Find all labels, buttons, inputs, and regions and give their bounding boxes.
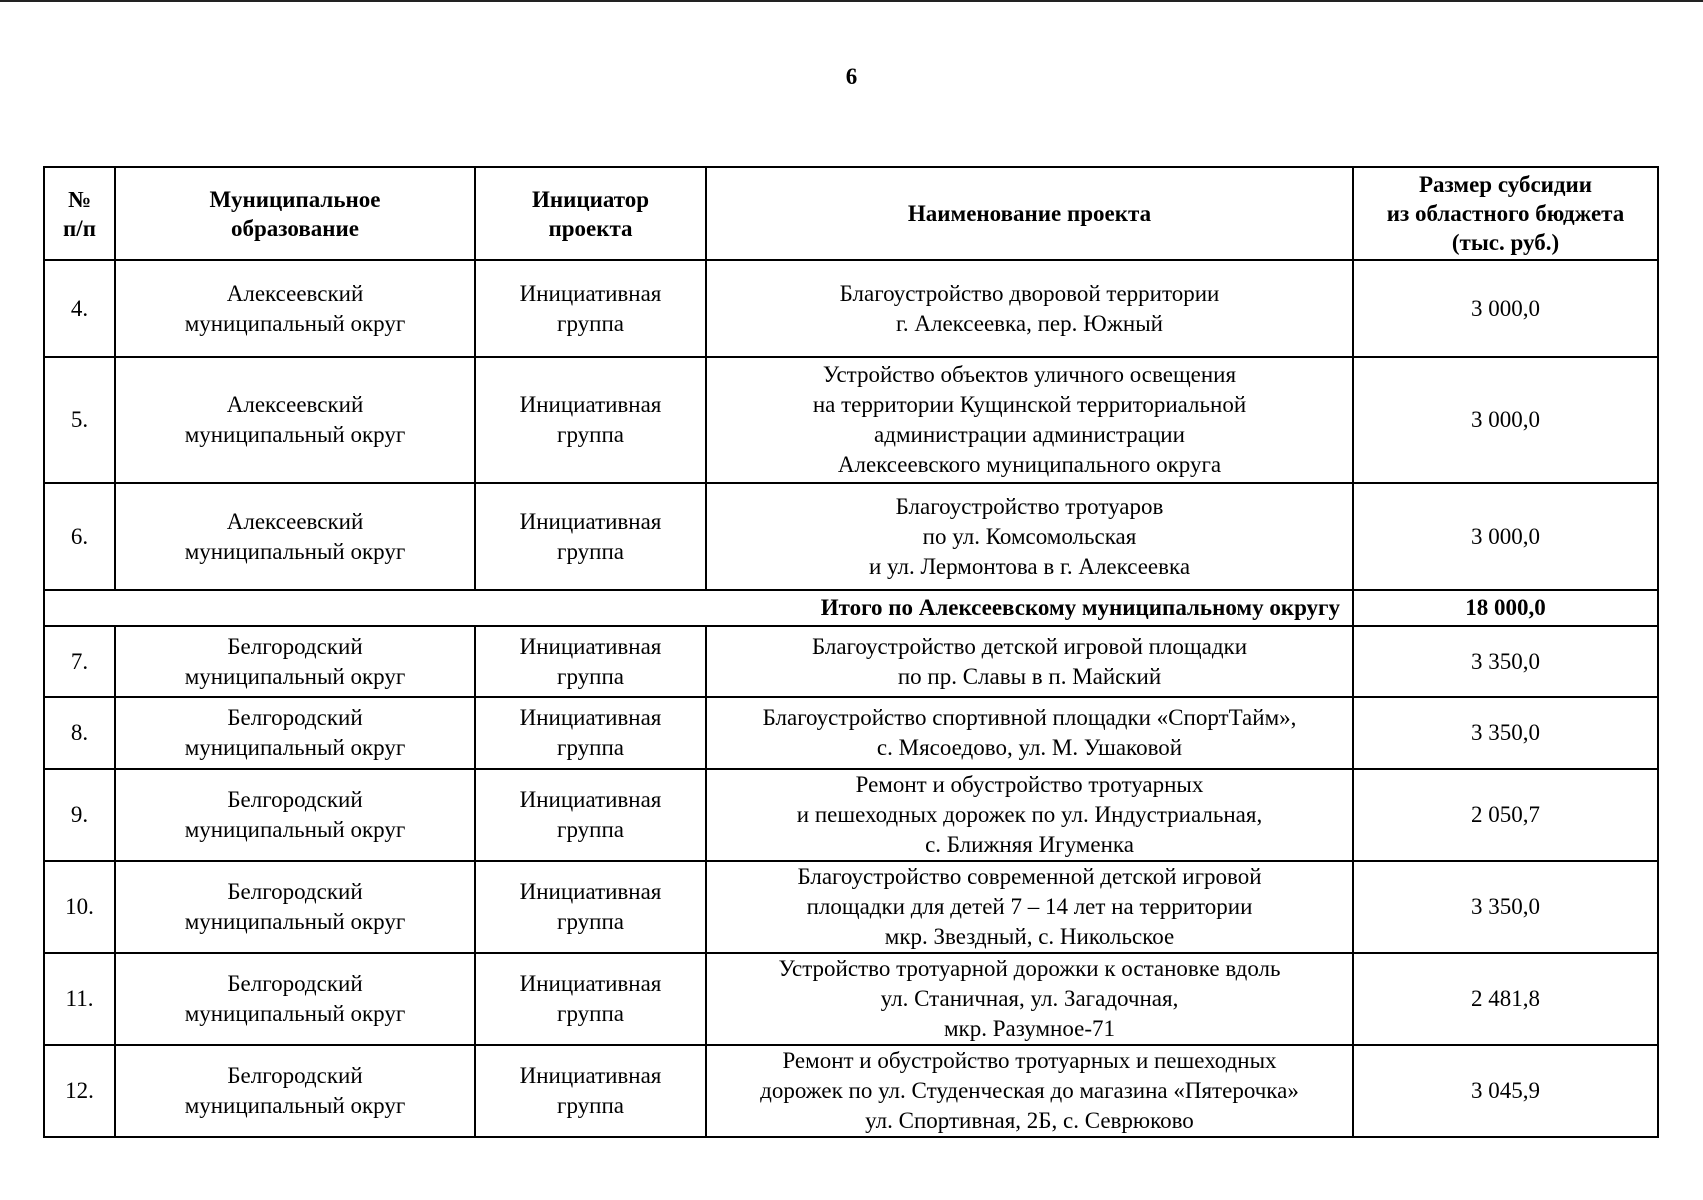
row-initiator: Инициативная группа xyxy=(475,626,706,697)
row-initiator: Инициативная группа xyxy=(475,357,706,483)
total-value: 18 000,0 xyxy=(1353,590,1658,626)
table-row xyxy=(44,357,1658,483)
table-row xyxy=(44,953,1658,1045)
row-project-name: Благоустройство тротуаров по ул. Комсомольская и ул. Лермонтова в г. Алексеевка xyxy=(706,483,1353,590)
table-row xyxy=(44,260,1658,357)
row-municipality: Белгородский муниципальный округ xyxy=(115,861,475,953)
row-subsidy-amount: 3 045,9 xyxy=(1353,1045,1658,1137)
row-municipality: Белгородский муниципальный округ xyxy=(115,697,475,769)
row-subsidy-amount: 3 000,0 xyxy=(1353,483,1658,590)
row-number: 7. xyxy=(44,626,115,697)
table-row xyxy=(44,626,1658,697)
table-row xyxy=(44,769,1658,861)
row-subsidy-amount: 2 481,8 xyxy=(1353,953,1658,1045)
table-row xyxy=(44,861,1658,953)
row-number: 4. xyxy=(44,260,115,357)
row-initiator: Инициативная группа xyxy=(475,769,706,861)
row-municipality: Алексеевский муниципальный округ xyxy=(115,357,475,483)
row-municipality: Белгородский муниципальный округ xyxy=(115,626,475,697)
table-row xyxy=(44,483,1658,590)
top-border-rule xyxy=(0,0,1703,2)
row-project-name: Устройство объектов уличного освещения на территории Кущинской территориальной администрации администрации Алексеевского муниципального округа xyxy=(706,357,1353,483)
row-subsidy-amount: 3 000,0 xyxy=(1353,260,1658,357)
row-municipality: Алексеевский муниципальный округ xyxy=(115,260,475,357)
page-number: 6 xyxy=(845,64,858,89)
row-number: 9. xyxy=(44,769,115,861)
row-project-name: Ремонт и обустройство тротуарных и пешеходных дорожек по ул. Индустриальная, с. Ближняя Игуменка xyxy=(706,769,1353,861)
row-subsidy-amount: 3 000,0 xyxy=(1353,357,1658,483)
row-municipality: Белгородский муниципальный округ xyxy=(115,1045,475,1137)
header-project-name: Наименование проекта xyxy=(706,167,1353,260)
row-project-name: Ремонт и обустройство тротуарных и пешеходных дорожек по ул. Студенческая до магазина «Пятерочка» ул. Спортивная, 2Б, с. Севрюково xyxy=(706,1045,1353,1137)
row-subsidy-amount: 3 350,0 xyxy=(1353,697,1658,769)
row-municipality: Белгородский муниципальный округ xyxy=(115,953,475,1045)
table-header-row xyxy=(44,167,1658,260)
row-initiator: Инициативная группа xyxy=(475,953,706,1045)
row-initiator: Инициативная группа xyxy=(475,260,706,357)
row-initiator: Инициативная группа xyxy=(475,697,706,769)
row-subsidy-amount: 3 350,0 xyxy=(1353,626,1658,697)
row-initiator: Инициативная группа xyxy=(475,861,706,953)
row-number: 12. xyxy=(44,1045,115,1137)
total-label: Итого по Алексеевскому муниципальному округу xyxy=(44,590,1353,626)
row-municipality: Белгородский муниципальный округ xyxy=(115,769,475,861)
subsidy-table xyxy=(43,166,1659,1138)
row-number: 8. xyxy=(44,697,115,769)
row-initiator: Инициативная группа xyxy=(475,1045,706,1137)
row-project-name: Благоустройство дворовой территории г. Алексеевка, пер. Южный xyxy=(706,260,1353,357)
row-project-name: Благоустройство современной детской игровой площадки для детей 7 – 14 лет на территории мкр. Звездный, с. Никольское xyxy=(706,861,1353,953)
row-subsidy-amount: 2 050,7 xyxy=(1353,769,1658,861)
row-subsidy-amount: 3 350,0 xyxy=(1353,861,1658,953)
row-number: 10. xyxy=(44,861,115,953)
header-number: № п/п xyxy=(44,167,115,260)
row-municipality: Алексеевский муниципальный округ xyxy=(115,483,475,590)
row-project-name: Устройство тротуарной дорожки к остановке вдоль ул. Станичная, ул. Загадочная, мкр. Разумное-71 xyxy=(706,953,1353,1045)
row-project-name: Благоустройство спортивной площадки «СпортТайм», с. Мясоедово, ул. М. Ушаковой xyxy=(706,697,1353,769)
header-initiator: Инициатор проекта xyxy=(475,167,706,260)
row-initiator: Инициативная группа xyxy=(475,483,706,590)
row-number: 6. xyxy=(44,483,115,590)
total-row xyxy=(44,590,1658,626)
header-subsidy-amount: Размер субсидии из областного бюджета (тыс. руб.) xyxy=(1353,167,1658,260)
row-number: 5. xyxy=(44,357,115,483)
header-municipality: Муниципальное образование xyxy=(115,167,475,260)
row-project-name: Благоустройство детской игровой площадки по пр. Славы в п. Майский xyxy=(706,626,1353,697)
row-number: 11. xyxy=(44,953,115,1045)
table-row xyxy=(44,1045,1658,1137)
table-row xyxy=(44,697,1658,769)
